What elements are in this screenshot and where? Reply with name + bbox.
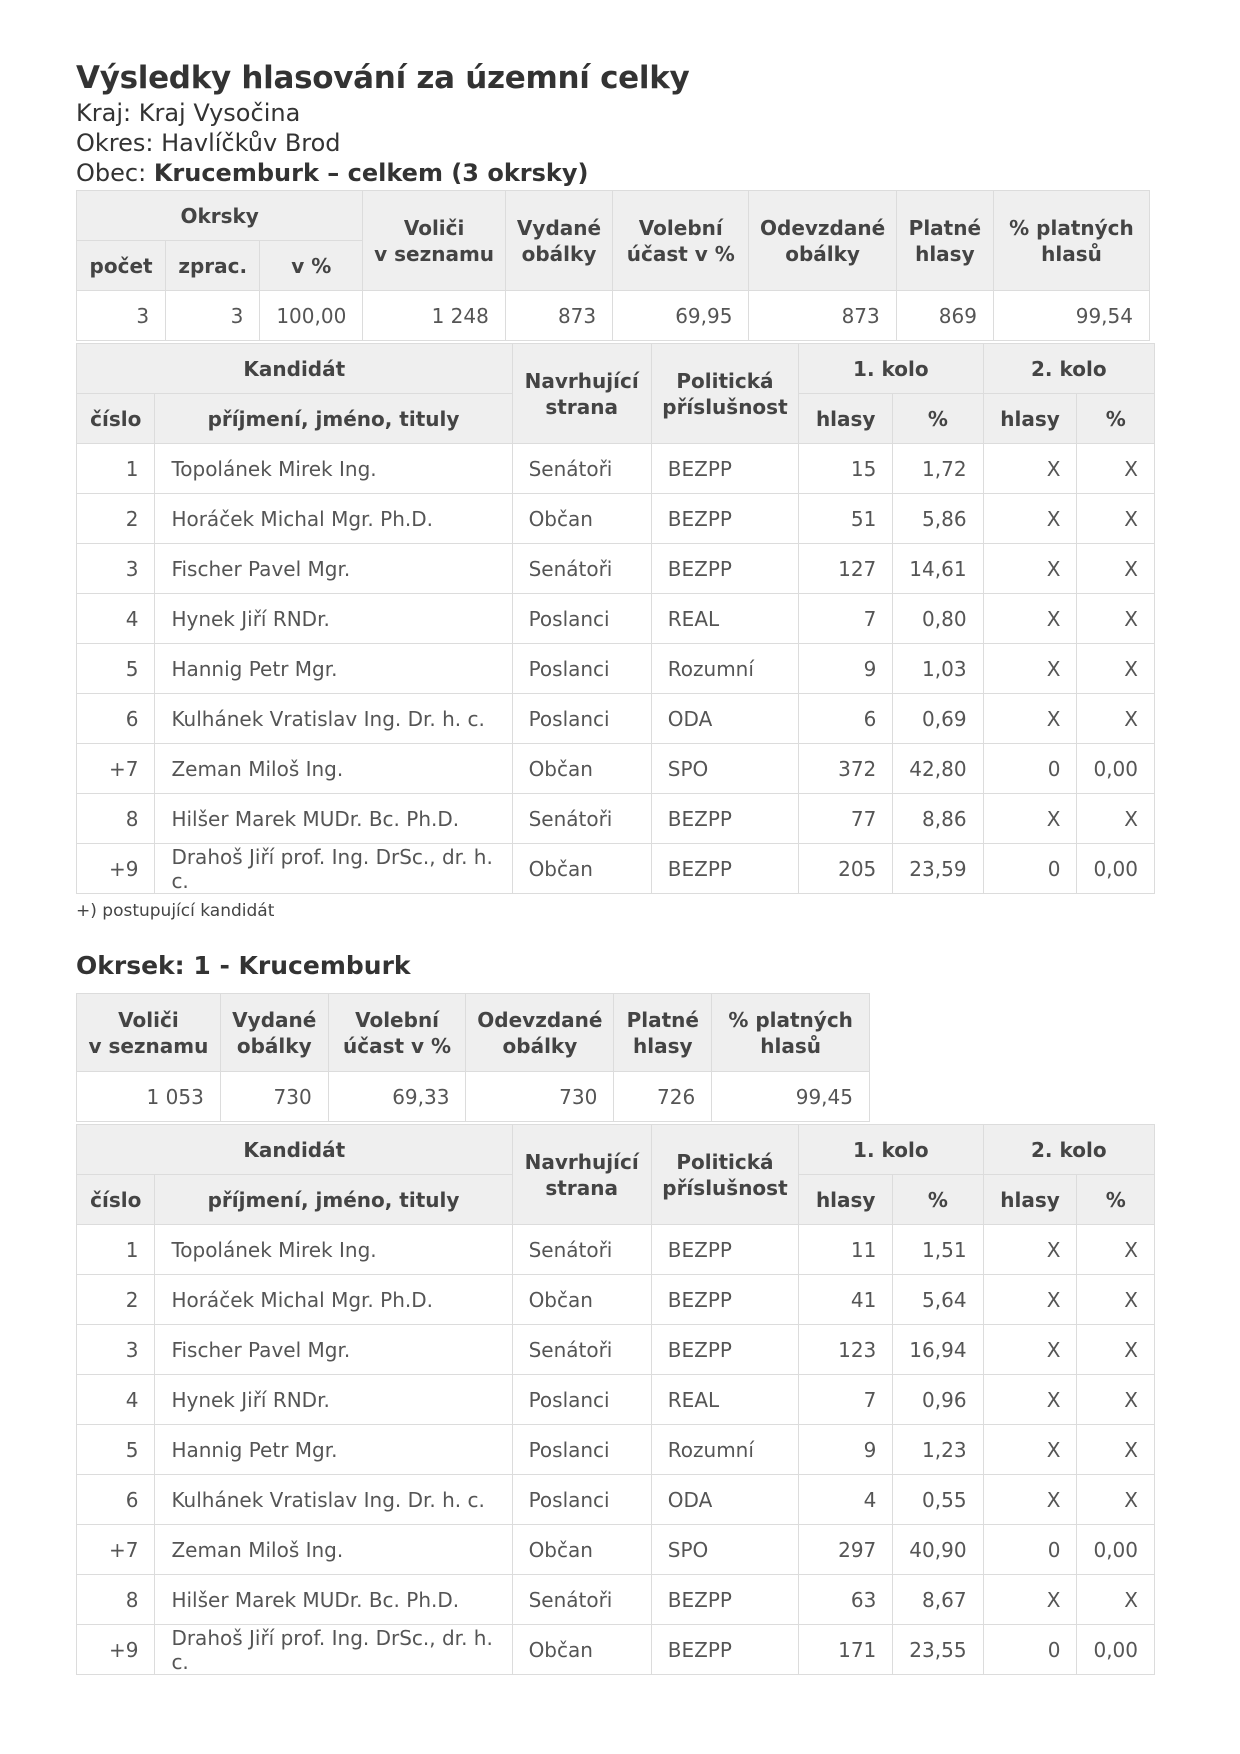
jmeno-cell: Drahoš Jiří prof. Ing. DrSc., dr. h. c. bbox=[155, 1625, 512, 1675]
okrsek-volici: 1 053 bbox=[77, 1072, 221, 1122]
okrsek-kolo2-header: 2. kolo bbox=[983, 1125, 1154, 1175]
hlasy1-cell: 123 bbox=[799, 1325, 893, 1375]
hlasy2-cell: X bbox=[983, 644, 1077, 694]
table-row bbox=[77, 1375, 1155, 1425]
cislo-header: číslo bbox=[77, 394, 155, 444]
okrsek-platne-header: Platné hlasy bbox=[614, 994, 712, 1072]
strana-cell: Občan bbox=[512, 1275, 651, 1325]
prislusnost-cell: SPO bbox=[651, 1525, 798, 1575]
pct1-cell: 40,90 bbox=[893, 1525, 983, 1575]
table-row bbox=[77, 1325, 1155, 1375]
summary-pocet: 3 bbox=[77, 291, 166, 341]
volici-header: Voliči v seznamu bbox=[363, 191, 506, 291]
hlasy1-cell: 4 bbox=[799, 1475, 893, 1525]
prislusnost-cell: BEZPP bbox=[651, 1575, 798, 1625]
okrsek-politicka-header: Politická příslušnost bbox=[651, 1125, 798, 1225]
hlasy2-cell: X bbox=[983, 1575, 1077, 1625]
ucast-header: Volební účast v % bbox=[613, 191, 749, 291]
summary-platne: 869 bbox=[896, 291, 993, 341]
table-row bbox=[77, 544, 1155, 594]
pct1-cell: 1,51 bbox=[893, 1225, 983, 1275]
jmeno-header: příjmení, jméno, tituly bbox=[155, 394, 512, 444]
jmeno-cell: Kulhánek Vratislav Ing. Dr. h. c. bbox=[155, 1475, 512, 1525]
cislo-cell: 2 bbox=[77, 494, 155, 544]
jmeno-cell: Zeman Miloš Ing. bbox=[155, 1525, 512, 1575]
table-row bbox=[77, 594, 1155, 644]
cislo-cell: 2 bbox=[77, 1275, 155, 1325]
okrsek-pct-platnych-header: % platných hlasů bbox=[712, 994, 870, 1072]
prislusnost-cell: BEZPP bbox=[651, 1325, 798, 1375]
kolo2-header: 2. kolo bbox=[983, 344, 1154, 394]
hlasy1-cell: 77 bbox=[799, 794, 893, 844]
summary-zprac: 3 bbox=[166, 291, 260, 341]
cislo-cell: +9 bbox=[77, 1625, 155, 1675]
strana-cell: Poslanci bbox=[512, 1425, 651, 1475]
pct2-cell: 0,00 bbox=[1077, 744, 1155, 794]
hlasy1-cell: 297 bbox=[799, 1525, 893, 1575]
strana-cell: Poslanci bbox=[512, 1475, 651, 1525]
odevzdane-header: Odevzdané obálky bbox=[749, 191, 896, 291]
cislo-cell: 4 bbox=[77, 594, 155, 644]
pct2-cell: X bbox=[1077, 1275, 1155, 1325]
hlasy2-cell: 0 bbox=[983, 1625, 1077, 1675]
kolo1-header: 1. kolo bbox=[799, 344, 983, 394]
pct1-cell: 1,72 bbox=[893, 444, 983, 494]
prislusnost-cell: SPO bbox=[651, 744, 798, 794]
summary-table bbox=[76, 190, 1150, 341]
navrhujici-header: Navrhující strana bbox=[512, 344, 651, 444]
jmeno-cell: Topolánek Mirek Ing. bbox=[155, 444, 512, 494]
hlasy1-cell: 9 bbox=[799, 644, 893, 694]
jmeno-cell: Hynek Jiří RNDr. bbox=[155, 1375, 512, 1425]
okrsky-header: Okrsky bbox=[77, 191, 363, 241]
okrsek-jmeno-header: příjmení, jméno, tituly bbox=[155, 1175, 512, 1225]
okrsek-odevzdane-header: Odevzdané obálky bbox=[466, 994, 614, 1072]
v-pct-header: v % bbox=[260, 241, 363, 291]
cislo-cell: 8 bbox=[77, 1575, 155, 1625]
okrsek-pct-platnych: 99,45 bbox=[712, 1072, 870, 1122]
page-title: Výsledky hlasování za územní celky bbox=[76, 60, 690, 96]
pct1-cell: 0,69 bbox=[893, 694, 983, 744]
summary-pct-platnych: 99,54 bbox=[993, 291, 1149, 341]
strana-cell: Poslanci bbox=[512, 694, 651, 744]
hlasy1-cell: 127 bbox=[799, 544, 893, 594]
prislusnost-cell: Rozumní bbox=[651, 1425, 798, 1475]
zprac-header: zprac. bbox=[166, 241, 260, 291]
hlasy2-cell: X bbox=[983, 1275, 1077, 1325]
strana-cell: Poslanci bbox=[512, 1375, 651, 1425]
okrsek-vydane: 730 bbox=[220, 1072, 328, 1122]
obec-line bbox=[76, 158, 1166, 188]
jmeno-cell: Fischer Pavel Mgr. bbox=[155, 544, 512, 594]
pct1-cell: 0,80 bbox=[893, 594, 983, 644]
politicka-header: Politická příslušnost bbox=[651, 344, 798, 444]
hlasy2-header: hlasy bbox=[983, 394, 1077, 444]
hlasy1-cell: 41 bbox=[799, 1275, 893, 1325]
pct2-cell: X bbox=[1077, 694, 1155, 744]
okrsek-pct2-header: % bbox=[1077, 1175, 1155, 1225]
pct1-cell: 5,86 bbox=[893, 494, 983, 544]
obec-label: Obec: bbox=[76, 159, 147, 187]
strana-cell: Senátoři bbox=[512, 1225, 651, 1275]
prislusnost-cell: BEZPP bbox=[651, 544, 798, 594]
prislusnost-cell: BEZPP bbox=[651, 794, 798, 844]
cislo-cell: +7 bbox=[77, 1525, 155, 1575]
table-row bbox=[77, 1275, 1155, 1325]
okrsek-kolo1-header: 1. kolo bbox=[799, 1125, 983, 1175]
okrsek-summary-table bbox=[76, 993, 870, 1122]
strana-cell: Občan bbox=[512, 1625, 651, 1675]
hlasy2-cell: X bbox=[983, 544, 1077, 594]
jmeno-cell: Horáček Michal Mgr. Ph.D. bbox=[155, 1275, 512, 1325]
pct2-cell: X bbox=[1077, 1325, 1155, 1375]
pct1-cell: 8,86 bbox=[893, 794, 983, 844]
pct1-cell: 1,03 bbox=[893, 644, 983, 694]
hlasy1-cell: 11 bbox=[799, 1225, 893, 1275]
hlasy1-cell: 372 bbox=[799, 744, 893, 794]
table-row bbox=[77, 844, 1155, 894]
pct2-cell: 0,00 bbox=[1077, 1625, 1155, 1675]
okrsek-title: Okrsek: 1 - Krucemburk bbox=[76, 951, 411, 980]
strana-cell: Občan bbox=[512, 844, 651, 894]
cislo-cell: +9 bbox=[77, 844, 155, 894]
pct2-cell: X bbox=[1077, 1475, 1155, 1525]
okrsek-hlasy2-header: hlasy bbox=[983, 1175, 1077, 1225]
hlasy1-cell: 7 bbox=[799, 594, 893, 644]
table-row bbox=[77, 744, 1155, 794]
hlasy2-cell: X bbox=[983, 1425, 1077, 1475]
pct2-cell: X bbox=[1077, 794, 1155, 844]
jmeno-cell: Fischer Pavel Mgr. bbox=[155, 1325, 512, 1375]
hlasy2-cell: X bbox=[983, 1475, 1077, 1525]
hlasy2-cell: X bbox=[983, 1225, 1077, 1275]
prislusnost-cell: BEZPP bbox=[651, 1275, 798, 1325]
okres-line bbox=[76, 128, 1166, 158]
jmeno-cell: Hannig Petr Mgr. bbox=[155, 1425, 512, 1475]
okrsek-kandidat-header: Kandidát bbox=[77, 1125, 513, 1175]
prislusnost-cell: Rozumní bbox=[651, 644, 798, 694]
okrsek-volici-header: Voliči v seznamu bbox=[77, 994, 221, 1072]
cislo-cell: 6 bbox=[77, 694, 155, 744]
hlasy2-cell: 0 bbox=[983, 1525, 1077, 1575]
prislusnost-cell: ODA bbox=[651, 1475, 798, 1525]
pct2-header: % bbox=[1077, 394, 1155, 444]
hlasy2-cell: X bbox=[983, 1325, 1077, 1375]
prislusnost-cell: BEZPP bbox=[651, 1625, 798, 1675]
platne-header: Platné hlasy bbox=[896, 191, 993, 291]
hlasy1-cell: 6 bbox=[799, 694, 893, 744]
pct2-cell: X bbox=[1077, 544, 1155, 594]
vydane-header: Vydané obálky bbox=[505, 191, 612, 291]
pct1-cell: 23,55 bbox=[893, 1625, 983, 1675]
hlasy2-cell: X bbox=[983, 1375, 1077, 1425]
strana-cell: Občan bbox=[512, 1525, 651, 1575]
hlasy1-cell: 51 bbox=[799, 494, 893, 544]
cislo-cell: 1 bbox=[77, 1225, 155, 1275]
pct1-cell: 42,80 bbox=[893, 744, 983, 794]
hlasy2-cell: X bbox=[983, 444, 1077, 494]
hlasy2-cell: X bbox=[983, 694, 1077, 744]
pct1-cell: 23,59 bbox=[893, 844, 983, 894]
prislusnost-cell: REAL bbox=[651, 1375, 798, 1425]
jmeno-cell: Topolánek Mirek Ing. bbox=[155, 1225, 512, 1275]
strana-cell: Senátoři bbox=[512, 1325, 651, 1375]
table-row bbox=[77, 1425, 1155, 1475]
pct-platnych-header: % platných hlasů bbox=[993, 191, 1149, 291]
pct1-cell: 14,61 bbox=[893, 544, 983, 594]
summary-v-pct: 100,00 bbox=[260, 291, 363, 341]
table-row bbox=[77, 1475, 1155, 1525]
pct1-cell: 5,64 bbox=[893, 1275, 983, 1325]
pct1-cell: 8,67 bbox=[893, 1575, 983, 1625]
hlasy1-cell: 9 bbox=[799, 1425, 893, 1475]
table-row bbox=[77, 1625, 1155, 1675]
pct1-cell: 1,23 bbox=[893, 1425, 983, 1475]
prislusnost-cell: BEZPP bbox=[651, 494, 798, 544]
cislo-cell: 1 bbox=[77, 444, 155, 494]
pct1-header: % bbox=[893, 394, 983, 444]
okres-label: Okres: bbox=[76, 129, 154, 157]
table-row bbox=[77, 444, 1155, 494]
table-row bbox=[77, 794, 1155, 844]
pct2-cell: X bbox=[1077, 1375, 1155, 1425]
cislo-cell: +7 bbox=[77, 744, 155, 794]
pct1-cell: 16,94 bbox=[893, 1325, 983, 1375]
jmeno-cell: Zeman Miloš Ing. bbox=[155, 744, 512, 794]
results-page bbox=[76, 58, 1166, 1675]
cislo-cell: 5 bbox=[77, 1425, 155, 1475]
okrsek-ucast: 69,33 bbox=[328, 1072, 466, 1122]
strana-cell: Poslanci bbox=[512, 644, 651, 694]
okrsek-hlasy1-header: hlasy bbox=[799, 1175, 893, 1225]
pct2-cell: X bbox=[1077, 1575, 1155, 1625]
kandidat-header: Kandidát bbox=[77, 344, 513, 394]
jmeno-cell: Hannig Petr Mgr. bbox=[155, 644, 512, 694]
strana-cell: Senátoři bbox=[512, 794, 651, 844]
pct1-cell: 0,96 bbox=[893, 1375, 983, 1425]
hlasy2-cell: 0 bbox=[983, 744, 1077, 794]
okrsek-platne: 726 bbox=[614, 1072, 712, 1122]
jmeno-cell: Hilšer Marek MUDr. Bc. Ph.D. bbox=[155, 1575, 512, 1625]
okres-value: Havlíčkův Brod bbox=[161, 129, 341, 157]
jmeno-cell: Drahoš Jiří prof. Ing. DrSc., dr. h. c. bbox=[155, 844, 512, 894]
prislusnost-cell: BEZPP bbox=[651, 444, 798, 494]
strana-cell: Poslanci bbox=[512, 594, 651, 644]
table-row bbox=[77, 644, 1155, 694]
table-row bbox=[77, 1225, 1155, 1275]
candidates-table-okrsek bbox=[76, 1124, 1155, 1675]
cislo-cell: 4 bbox=[77, 1375, 155, 1425]
hlasy2-cell: 0 bbox=[983, 844, 1077, 894]
table-row bbox=[77, 694, 1155, 744]
hlasy1-cell: 63 bbox=[799, 1575, 893, 1625]
summary-volici: 1 248 bbox=[363, 291, 506, 341]
pct1-cell: 0,55 bbox=[893, 1475, 983, 1525]
prislusnost-cell: BEZPP bbox=[651, 1225, 798, 1275]
hlasy2-cell: X bbox=[983, 494, 1077, 544]
strana-cell: Senátoři bbox=[512, 1575, 651, 1625]
strana-cell: Senátoři bbox=[512, 544, 651, 594]
pct2-cell: X bbox=[1077, 444, 1155, 494]
strana-cell: Občan bbox=[512, 494, 651, 544]
kraj-line bbox=[76, 98, 1166, 128]
pct2-cell: X bbox=[1077, 644, 1155, 694]
jmeno-cell: Hynek Jiří RNDr. bbox=[155, 594, 512, 644]
jmeno-cell: Hilšer Marek MUDr. Bc. Ph.D. bbox=[155, 794, 512, 844]
cislo-cell: 8 bbox=[77, 794, 155, 844]
table-row bbox=[77, 494, 1155, 544]
cislo-cell: 5 bbox=[77, 644, 155, 694]
strana-cell: Občan bbox=[512, 744, 651, 794]
pct2-cell: 0,00 bbox=[1077, 844, 1155, 894]
summary-vydane: 873 bbox=[505, 291, 612, 341]
jmeno-cell: Horáček Michal Mgr. Ph.D. bbox=[155, 494, 512, 544]
pct2-cell: X bbox=[1077, 494, 1155, 544]
jmeno-cell: Kulhánek Vratislav Ing. Dr. h. c. bbox=[155, 694, 512, 744]
table-row bbox=[77, 1575, 1155, 1625]
okrsek-navrhujici-header: Navrhující strana bbox=[512, 1125, 651, 1225]
okrsek-vydane-header: Vydané obálky bbox=[220, 994, 328, 1072]
prislusnost-cell: ODA bbox=[651, 694, 798, 744]
pct2-cell: X bbox=[1077, 1225, 1155, 1275]
pct2-cell: X bbox=[1077, 594, 1155, 644]
hlasy2-cell: X bbox=[983, 594, 1077, 644]
pct2-cell: 0,00 bbox=[1077, 1525, 1155, 1575]
kraj-label: Kraj: bbox=[76, 99, 132, 127]
kraj-value: Kraj Vysočina bbox=[138, 99, 301, 127]
hlasy2-cell: X bbox=[983, 794, 1077, 844]
cislo-cell: 3 bbox=[77, 544, 155, 594]
prislusnost-cell: BEZPP bbox=[651, 844, 798, 894]
okrsek-odevzdane: 730 bbox=[466, 1072, 614, 1122]
table-row bbox=[77, 1525, 1155, 1575]
obec-value: Krucemburk – celkem (3 okrsky) bbox=[153, 159, 589, 187]
cislo-cell: 3 bbox=[77, 1325, 155, 1375]
okrsek-ucast-header: Volební účast v % bbox=[328, 994, 466, 1072]
pct2-cell: X bbox=[1077, 1425, 1155, 1475]
strana-cell: Senátoři bbox=[512, 444, 651, 494]
summary-odevzdane: 873 bbox=[749, 291, 896, 341]
hlasy1-cell: 15 bbox=[799, 444, 893, 494]
candidates-table-total bbox=[76, 343, 1155, 894]
pocet-header: počet bbox=[77, 241, 166, 291]
summary-ucast: 69,95 bbox=[613, 291, 749, 341]
okrsek-pct1-header: % bbox=[893, 1175, 983, 1225]
footnote: +) postupující kandidát bbox=[76, 901, 275, 921]
cislo-cell: 6 bbox=[77, 1475, 155, 1525]
hlasy1-cell: 7 bbox=[799, 1375, 893, 1425]
hlasy1-cell: 171 bbox=[799, 1625, 893, 1675]
hlasy1-header: hlasy bbox=[799, 394, 893, 444]
hlasy1-cell: 205 bbox=[799, 844, 893, 894]
prislusnost-cell: REAL bbox=[651, 594, 798, 644]
okrsek-cislo-header: číslo bbox=[77, 1175, 155, 1225]
